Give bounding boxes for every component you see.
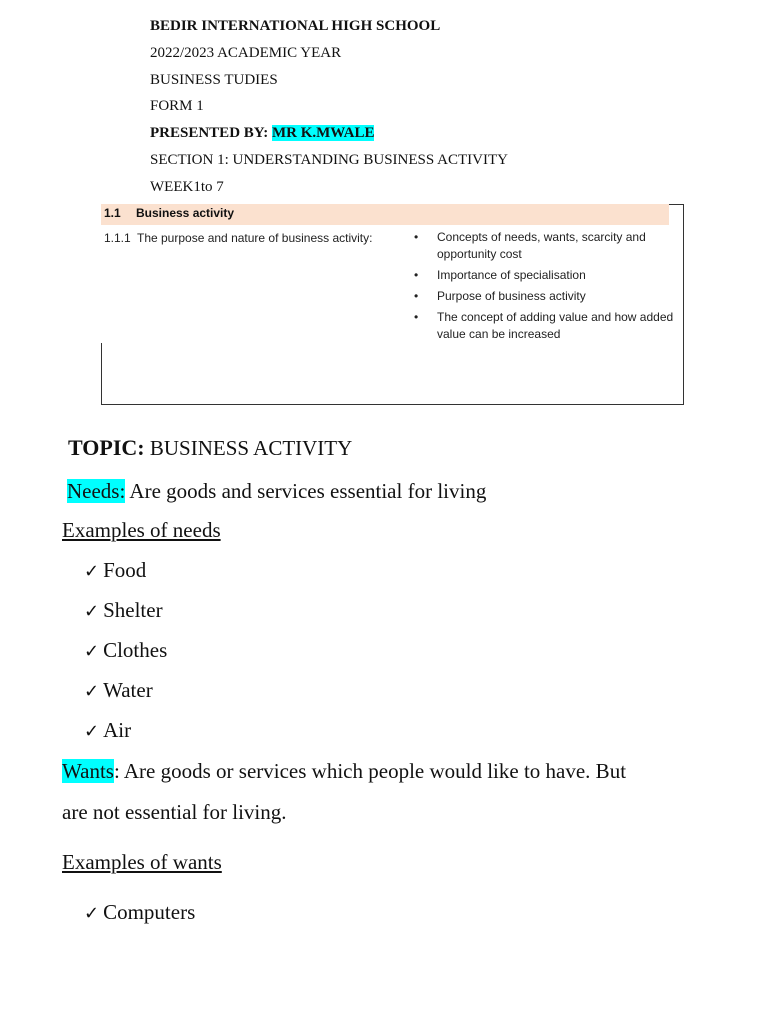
presented-by (150, 124, 374, 142)
check-icon: ✓ (84, 601, 100, 622)
needs-definition-text: Are goods and services essential for living (129, 479, 487, 503)
list-item: ✓ Shelter (84, 598, 163, 622)
list-item: ✓ Air (84, 718, 132, 742)
bullet-icon: • (414, 289, 419, 303)
needs-definition (67, 479, 486, 504)
list-item: ✓ Clothes (84, 638, 168, 662)
wants-term: Wants (62, 759, 114, 783)
list-item: • Purpose of business activity (414, 289, 586, 303)
syllabus-header-number: 1.1 (104, 206, 121, 220)
topic-heading (68, 435, 352, 461)
wants-examples-heading: Examples of wants (62, 850, 222, 874)
check-icon: ✓ (84, 681, 100, 702)
needs-examples-heading: Examples of needs (62, 518, 221, 542)
wants-definition-text: : Are goods or services which people would like to have. But (113, 759, 627, 783)
check-icon: ✓ (84, 641, 100, 662)
wants-definition-continued: are not essential for living. (62, 800, 287, 824)
list-item: ✓ Water (84, 678, 153, 702)
bullet-icon: • (414, 230, 419, 244)
subject: BUSINESS TUDIES (150, 72, 278, 88)
syllabus-header-title: Business activity (136, 206, 235, 220)
section-title: SECTION 1: UNDERSTANDING BUSINESS ACTIVITY (150, 152, 508, 168)
check-icon: ✓ (84, 561, 100, 582)
table-border-top (668, 204, 684, 205)
check-icon: ✓ (84, 903, 100, 924)
needs-term: Needs: (67, 479, 126, 503)
syllabus-bullet-list (414, 229, 676, 347)
academic-year: 2022/2023 ACADEMIC YEAR (150, 45, 342, 61)
list-item: • The concept of adding value and how added value can be increased (414, 310, 674, 341)
form-level: FORM 1 (150, 98, 204, 114)
bullet-icon: • (414, 268, 419, 282)
list-item: • Importance of specialisation (414, 268, 586, 282)
presenter-name: MR K.MWALE (271, 125, 375, 141)
bullet-icon: • (414, 310, 419, 324)
school-name: BEDIR INTERNATIONAL HIGH SCHOOL (150, 18, 441, 34)
list-item: ✓ Computers (84, 900, 196, 924)
syllabus-sub-number: 1.1.1 (104, 231, 131, 245)
week-range: WEEK1to 7 (150, 179, 224, 195)
syllabus-header-row (101, 204, 669, 225)
table-border-left (101, 343, 102, 405)
list-item: ✓ Food (84, 558, 147, 582)
wants-definition (62, 759, 626, 784)
check-icon: ✓ (84, 721, 100, 742)
list-item: • Concepts of needs, wants, scarcity and opportunity cost (414, 230, 646, 261)
topic-title: BUSINESS ACTIVITY (149, 436, 353, 460)
syllabus-sub-title: The purpose and nature of business activity: (137, 231, 373, 245)
topic-label: TOPIC: (68, 435, 145, 460)
presented-by-label: PRESENTED BY: (150, 125, 269, 141)
